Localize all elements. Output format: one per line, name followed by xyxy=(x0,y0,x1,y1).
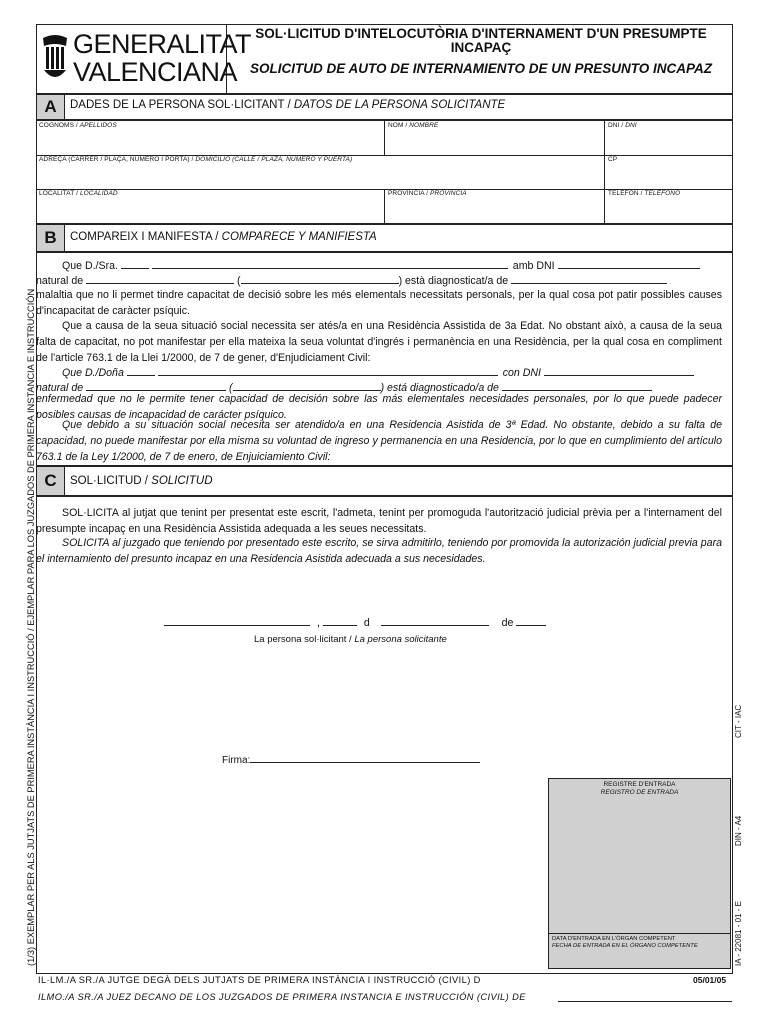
postal-code-field[interactable]: CP xyxy=(608,156,618,163)
name-field[interactable]: NOM / NOMBRE xyxy=(388,122,439,129)
form-title-valencian: SOL·LICITUD D'INTELOCUTÒRIA D'INTERNAMENT D'UN PRESUMPTE INCAPAÇ xyxy=(255,26,707,55)
generalitat-logo xyxy=(40,29,252,88)
es-request-paragraph: SOLICITA al juzgado que teniendo por presentado este escrito, se sirva admitirlo, teniendo por promovida la autorización judicial previa para el internamiento del presunto incapaz en una Residencia Asistida adecuada a sus necesidades. xyxy=(36,537,722,565)
es-paragraph-2: Que debido a su situación social necesita ser atendido/a en una Residencia Asistida de 3ª Edad. No obstante, debido a su falta de capacidad, no puede manifestar por ella misma su voluntad de ingreso y permanencia en una Residencia, por lo que en cumplimiento del artículo 763.1 de la Ley 1/2000, de 7 de enero, de Enjuiciamiento Civil: xyxy=(36,419,722,463)
section-c-letter: C xyxy=(37,467,65,495)
form-reference-code: IA - 22081 - 01 - E xyxy=(734,901,743,966)
addressee-valencian: IL·LM./A SR./A JUTGE DEGÀ DELS JUTJATS DE PRIMERA INSTÀNCIA I INSTRUCCIÓ (CIVIL) D xyxy=(38,975,481,985)
form-code-cit: CIT - IAC xyxy=(734,704,743,738)
day-field[interactable] xyxy=(323,615,357,626)
paper-size-label: DIN - A4 xyxy=(734,815,743,846)
val-birthplace-field[interactable] xyxy=(86,273,234,284)
es-dni-field[interactable] xyxy=(544,365,694,376)
val-paragraph-2: Que a causa de la seua situació social necessita ser atés/a en una Residència Assistida de 3a Edat. No obstant això, a causa de la seua falta de capacitat, no pot manifestar per ella mateixa la seua voluntat d'ingrés i permanència en una Residència, per la qual cosa en compliment de l'article 763.1 de la Llei 1/2000, de 7 de gener, d'Enjudiciament Civil: xyxy=(36,320,722,364)
year-field[interactable] xyxy=(516,615,546,626)
copy-destination-note: (1/3) EXEMPLAR PER ALS JUTJATS DE PRIMERA INSTÀNCIA I INSTRUCCIÓ / EJEMPLAR PARA LOS JUZGADOS DE PRIMERA INSTANCIA E INSTRUCCIÓN xyxy=(26,288,36,966)
registry-entry-date-label: DATA D'ENTRADA EN L'ÒRGAN COMPETENT FECHA DE ENTRADA EN EL ÓRGANO COMPETENTE xyxy=(552,936,698,949)
val-request-paragraph: SOL·LICITA al jutjat que tenint per presentat este escrit, l'admeta, tenint per promoguda l'autorització judicial prèvia per a l'internament del presumpte incapaç en una Residència Assistida adequada a les seues necessitats. xyxy=(36,507,722,535)
section-b-letter: B xyxy=(37,225,65,251)
place-field[interactable] xyxy=(164,615,310,626)
province-field[interactable]: PROVÍNCIA / PROVINCIA xyxy=(388,190,467,197)
section-a-letter: A xyxy=(37,95,65,119)
val-dni-field[interactable] xyxy=(558,258,700,269)
es-origin-line: natural de ( ) está diagnosticado/a de xyxy=(36,380,726,396)
es-treatment-field[interactable] xyxy=(127,365,155,376)
coat-of-arms-icon xyxy=(40,32,70,86)
section-b-title: COMPAREIX I MANIFESTA / COMPARECE Y MANIFIESTA xyxy=(70,231,377,243)
val-treatment-field[interactable] xyxy=(121,258,149,269)
es-birth-province-field[interactable] xyxy=(233,380,381,391)
section-c-title: SOL·LICITUD / SOLICITUD xyxy=(70,475,213,487)
signer-caption: La persona sol·licitant / La persona solicitante xyxy=(254,634,447,645)
val-person-name-field[interactable] xyxy=(152,258,508,269)
surname-field[interactable]: COGNOMS / APELLIDOS xyxy=(39,122,117,129)
logo-line-2: VALENCIANA xyxy=(73,57,238,87)
form-date-code: 05/01/05 xyxy=(693,975,727,985)
signature-field[interactable] xyxy=(250,752,480,763)
es-requester-line: Que D./Doña con DNI xyxy=(62,365,722,381)
val-birth-province-field[interactable] xyxy=(241,273,399,284)
es-paragraph-1: enfermedad que no le permite tener capacidad de decisión sobre las más elementales necesidades personales, por lo que puede padecer posibles causas de incapacidad de carácter psíquico. xyxy=(36,393,722,421)
address-field[interactable]: ADREÇA (CARRER / PLAÇA, NÚMERO I PORTA) / DOMICILIO (CALLE / PLAZA, NÚMERO Y PUERTA) xyxy=(39,156,353,163)
place-date-line: , d de xyxy=(164,615,564,629)
es-diagnosis-field[interactable] xyxy=(502,380,652,391)
month-field[interactable] xyxy=(381,615,489,626)
addressee-fill-line[interactable] xyxy=(558,1001,732,1002)
registry-title: REGISTRE D'ENTRADA REGISTRO DE ENTRADA xyxy=(600,781,679,796)
es-birthplace-field[interactable] xyxy=(86,380,226,391)
logo-line-1: GENERALITAT xyxy=(73,29,252,59)
dni-field[interactable]: DNI / DNI xyxy=(608,122,637,129)
signature-line: Firma: xyxy=(222,752,480,766)
val-origin-line: natural de ( ) està diagnosticat/a de xyxy=(36,273,726,289)
val-requester-line: Que D./Sra. amb DNI xyxy=(62,258,722,274)
val-diagnosis-field[interactable] xyxy=(511,273,667,284)
addressee-spanish: ILMO./A SR./A JUEZ DECANO DE LOS JUZGADOS DE PRIMERA INSTANCIA E INSTRUCCIÓN (CIVIL) DE xyxy=(38,992,526,1002)
locality-field[interactable]: LOCALITAT / LOCALIDAD xyxy=(39,190,118,197)
form-title-spanish: SOLICITUD DE AUTO DE INTERNAMIENTO DE UN PRESUNTO INCAPAZ xyxy=(249,61,713,76)
es-person-name-field[interactable] xyxy=(158,365,498,376)
section-a-title: DADES DE LA PERSONA SOL·LICITANT / DATOS DE LA PERSONA SOLICITANTE xyxy=(70,99,506,111)
phone-field[interactable]: TELÈFON / TELÉFONO xyxy=(608,190,681,197)
val-paragraph-1: malaltia que no li permet tindre capacitat de decisió sobre les més elementals necessitats personals, per la qual cosa pot patir possibles causes d'incapacitat de caràcter psíquic. xyxy=(36,289,722,317)
